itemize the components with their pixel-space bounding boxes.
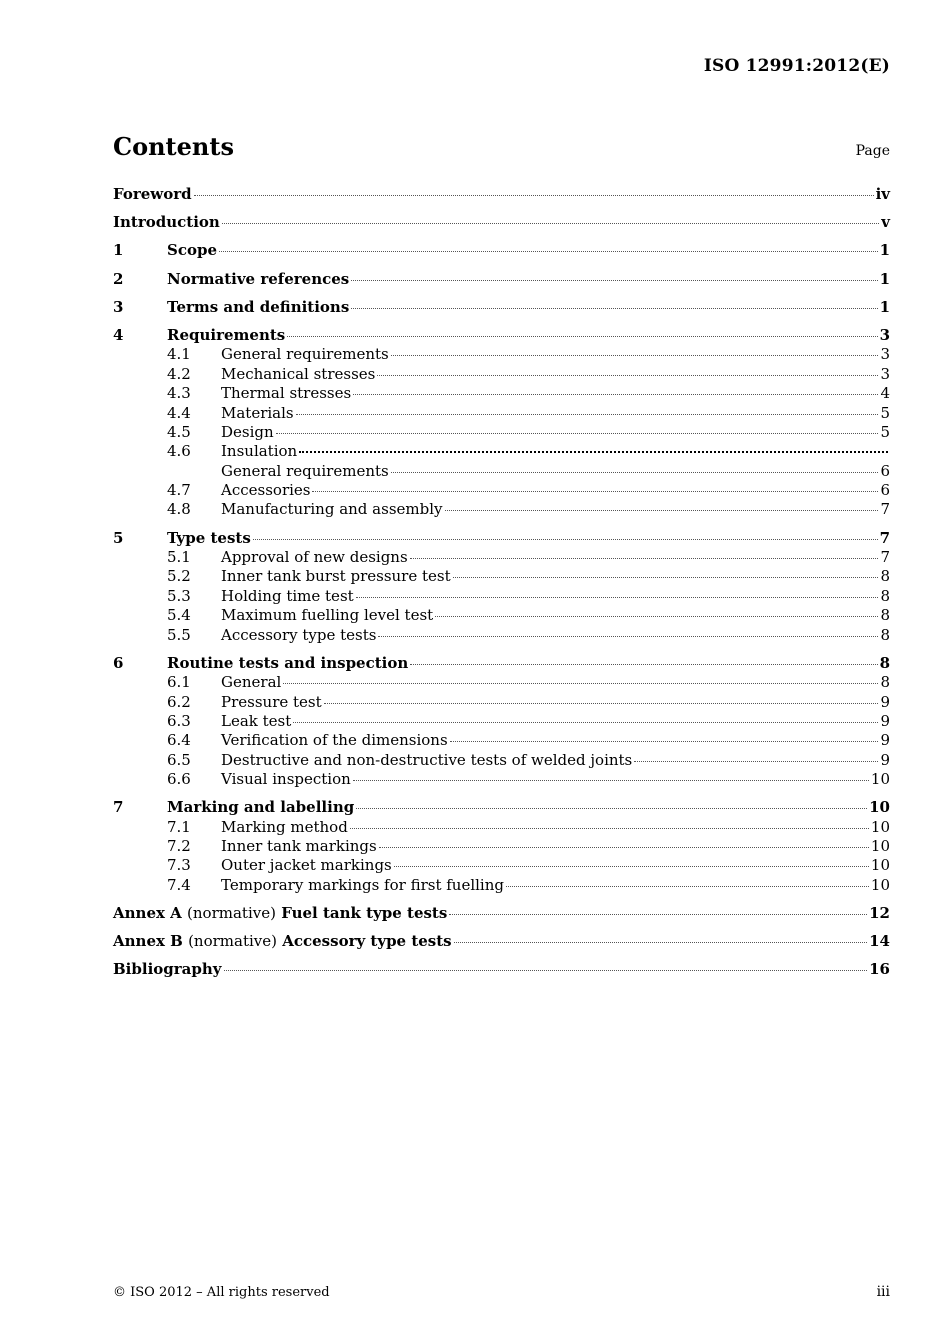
toc-entry-number: 7.4 [167, 875, 191, 894]
annex-title: Fuel tank type tests [281, 904, 448, 923]
toc-entry-page: 5 [880, 422, 890, 441]
toc-entry-page: 16 [869, 960, 890, 979]
toc-entry[interactable] [113, 932, 890, 951]
toc-entry[interactable] [113, 442, 890, 461]
leader-dots [391, 354, 879, 356]
page-column-label: Page [855, 143, 890, 159]
toc-entry-title: Destructive and non-destructive tests of welded joints [221, 750, 633, 769]
toc-entry-page: 5 [880, 403, 890, 422]
toc-entry-number: 6.6 [167, 770, 191, 789]
leader-dots [351, 279, 877, 281]
toc-entry-number: 3 [113, 297, 124, 316]
leader-dots [299, 450, 888, 453]
toc-entry-title: Verification of the dimensions [221, 731, 448, 750]
toc-entry-number: 5.4 [167, 606, 191, 625]
leader-dots [283, 682, 878, 684]
leader-dots [353, 779, 869, 781]
toc-entry-page: 14 [869, 932, 890, 951]
toc-entry[interactable] [113, 241, 890, 260]
toc-entry-page: 9 [880, 750, 890, 769]
toc-entry-page: 10 [870, 875, 890, 894]
toc-entry[interactable] [113, 606, 890, 625]
copyright-notice: © ISO 2012 – All rights reserved [113, 1285, 330, 1300]
toc-entry-title: Terms and definitions [167, 297, 350, 316]
toc-entry-page: 3 [880, 364, 890, 383]
toc-entry-title: Manufacturing and assembly [221, 500, 443, 519]
toc-entry-page: 1 [879, 269, 890, 288]
annex-label: Annex B [113, 932, 183, 951]
leader-dots [377, 374, 878, 376]
toc-entry-page: 9 [880, 711, 890, 730]
toc-entry[interactable] [113, 818, 890, 837]
toc-entry[interactable] [113, 423, 890, 442]
toc-entry-title: Routine tests and inspection [167, 653, 409, 672]
page-number: iii [876, 1284, 890, 1300]
toc-entry[interactable] [113, 567, 890, 586]
annex-note: (normative) [188, 932, 277, 951]
toc-entry-page: 10 [870, 856, 890, 875]
toc-entry[interactable] [113, 462, 890, 481]
toc-entry-page: v [881, 213, 890, 232]
toc-entry-title: Materials [221, 403, 294, 422]
toc-entry-page: 8 [880, 625, 890, 644]
toc-entry-number: 4.5 [167, 422, 191, 441]
toc-entry[interactable] [113, 798, 890, 817]
toc-entry-title: Bibliography [113, 960, 222, 979]
annex-label: Annex A [113, 904, 182, 923]
toc-entry-number: 4.8 [167, 500, 191, 519]
document-header: ISO 12991:2012(E) [703, 56, 890, 76]
leader-dots [410, 663, 877, 665]
toc-entry-number: 6 [113, 653, 124, 672]
annex-title: Accessory type tests [282, 932, 452, 951]
toc-entry-number: 6.5 [167, 750, 191, 769]
leader-dots [219, 250, 878, 252]
toc-entry[interactable] [113, 326, 890, 345]
toc-entry-title: Requirements [167, 325, 286, 344]
leader-dots [410, 557, 879, 559]
leader-dots [194, 194, 874, 196]
leader-dots [287, 335, 877, 337]
toc-entry[interactable] [113, 270, 890, 289]
toc-entry-title: Design [221, 422, 274, 441]
toc-entry[interactable] [113, 731, 890, 750]
toc-entry-page: 4 [880, 384, 890, 403]
leader-dots [253, 538, 878, 540]
toc-entry[interactable] [113, 587, 890, 606]
toc-entry[interactable] [113, 298, 890, 317]
toc-entry-title: Pressure test [221, 692, 322, 711]
toc-entry-page: 8 [879, 653, 890, 672]
toc-entry[interactable] [113, 404, 890, 423]
leader-dots [634, 760, 878, 762]
toc-entry-number: 6.4 [167, 731, 191, 750]
toc-entry-page: 10 [870, 817, 890, 836]
toc-entry-number: 4.7 [167, 481, 191, 500]
toc-entry-page: 9 [880, 731, 890, 750]
leader-dots [276, 432, 879, 434]
toc-entry-title: Mechanical stresses [221, 364, 376, 383]
toc-entry-number: 4.1 [167, 345, 191, 364]
toc-entry-number: 5.5 [167, 625, 191, 644]
toc-entry-page: 9 [880, 692, 890, 711]
toc-entry-title: Accessory type tests [221, 625, 377, 644]
leader-dots [391, 471, 879, 473]
toc-entry[interactable] [113, 548, 890, 567]
toc-entry-number: 4.2 [167, 364, 191, 383]
toc-entry-title: Inner tank burst pressure test [221, 567, 451, 586]
toc-entry[interactable] [113, 626, 890, 645]
toc-entry-page: 6 [880, 461, 890, 480]
leader-dots [506, 885, 869, 887]
toc-entry-number: 6.3 [167, 711, 191, 730]
toc-entry-title [113, 904, 447, 923]
toc-entry-number: 2 [113, 269, 124, 288]
toc-entry-title: Scope [167, 241, 218, 260]
toc-entry-title: Thermal stresses [221, 384, 352, 403]
toc-entry-title: Type tests [167, 528, 251, 547]
toc-entry-page: 10 [870, 770, 890, 789]
toc-entry-title: Inner tank markings [221, 837, 377, 856]
leader-dots [356, 807, 867, 809]
toc-entry-number: 4 [113, 325, 124, 344]
toc-entry-page: 3 [879, 325, 890, 344]
toc-entry[interactable] [113, 712, 890, 731]
toc-entry[interactable] [113, 213, 890, 232]
toc-entry[interactable] [113, 345, 890, 364]
toc-entry-number: 5.2 [167, 567, 191, 586]
toc-entry-number: 7.1 [167, 817, 191, 836]
toc-entry-title: General requirements [221, 461, 389, 480]
leader-dots [351, 307, 877, 309]
leader-dots [379, 846, 869, 848]
toc-entry-page: 7 [879, 528, 890, 547]
toc-entry-title [113, 932, 452, 951]
toc-entry[interactable] [113, 185, 890, 204]
page-title: Contents [113, 132, 234, 161]
toc-entry-page: 6 [880, 481, 890, 500]
leader-dots [296, 413, 879, 415]
annex-note: (normative) [187, 904, 276, 923]
toc-entry-page: 10 [870, 837, 890, 856]
toc-entry-title: Introduction [113, 213, 220, 232]
toc-entry-number: 4.3 [167, 384, 191, 403]
toc-entry-page: 1 [879, 297, 890, 316]
toc-entry-number: 7.2 [167, 837, 191, 856]
toc-entry[interactable] [113, 751, 890, 770]
table-of-contents [113, 185, 890, 980]
leader-dots [350, 827, 869, 829]
toc-entry-page: 8 [880, 567, 890, 586]
toc-entry[interactable] [113, 500, 890, 519]
leader-dots [453, 576, 879, 578]
toc-entry-number: 5 [113, 528, 124, 547]
toc-entry-title: Visual inspection [221, 770, 351, 789]
toc-entry[interactable] [113, 384, 890, 403]
toc-entry[interactable] [113, 693, 890, 712]
toc-entry[interactable] [113, 481, 890, 500]
toc-entry-number: 5.1 [167, 548, 191, 567]
leader-dots [394, 865, 869, 867]
toc-entry-number: 6.2 [167, 692, 191, 711]
toc-entry-title: Approval of new designs [221, 548, 408, 567]
leader-dots [454, 941, 868, 943]
leader-dots [324, 702, 879, 704]
toc-entry-number: 4.4 [167, 403, 191, 422]
toc-entry-page: 7 [880, 548, 890, 567]
toc-entry[interactable] [113, 529, 890, 548]
toc-entry-page: 1 [879, 241, 890, 260]
toc-entry[interactable] [113, 876, 890, 895]
toc-entry-title: Leak test [221, 711, 292, 730]
toc-entry-title: Foreword [113, 185, 192, 203]
toc-entry-page: 8 [880, 673, 890, 692]
leader-dots [224, 969, 868, 971]
toc-entry-page: iv [875, 185, 890, 203]
toc-entry-title: Outer jacket markings [221, 856, 392, 875]
toc-entry-title: Normative references [167, 269, 350, 288]
toc-entry-page: 8 [880, 606, 890, 625]
toc-entry-number: 1 [113, 241, 124, 260]
toc-entry-title: Maximum fuelling level test [221, 606, 434, 625]
leader-dots [353, 393, 878, 395]
toc-entry-page: 12 [869, 904, 890, 923]
leader-dots [378, 635, 878, 637]
toc-entry-title: Holding time test [221, 586, 354, 605]
toc-entry-number: 5.3 [167, 586, 191, 605]
toc-entry-number: 4.6 [167, 442, 191, 461]
toc-entry-number: 7 [113, 798, 124, 817]
toc-entry[interactable] [113, 960, 890, 979]
leader-dots [449, 913, 867, 915]
toc-entry-title: Insulation [221, 442, 298, 461]
toc-entry[interactable] [113, 904, 890, 923]
toc-entry-page: 7 [880, 500, 890, 519]
leader-dots [222, 222, 879, 224]
toc-entry-title: Marking method [221, 817, 348, 836]
leader-dots [293, 721, 878, 723]
toc-entry-title: Temporary markings for first fuelling [221, 875, 504, 894]
leader-dots [445, 509, 879, 511]
toc-entry-page: 10 [869, 798, 890, 817]
leader-dots [435, 615, 878, 617]
toc-entry-number: 7.3 [167, 856, 191, 875]
leader-dots [450, 740, 879, 742]
toc-entry-title: General [221, 673, 282, 692]
toc-entry[interactable] [113, 365, 890, 384]
toc-entry-title: Marking and labelling [167, 798, 355, 817]
toc-entry[interactable] [113, 770, 890, 789]
toc-entry-page: 8 [880, 586, 890, 605]
toc-entry[interactable] [113, 856, 890, 875]
toc-entry[interactable] [113, 654, 890, 673]
toc-entry-title: Accessories [221, 481, 311, 500]
toc-entry[interactable] [113, 837, 890, 856]
leader-dots [312, 490, 878, 492]
toc-entry-page: 3 [880, 345, 890, 364]
toc-entry-number: 6.1 [167, 673, 191, 692]
leader-dots [356, 596, 879, 598]
toc-entry-title: General requirements [221, 345, 389, 364]
toc-entry[interactable] [113, 673, 890, 692]
